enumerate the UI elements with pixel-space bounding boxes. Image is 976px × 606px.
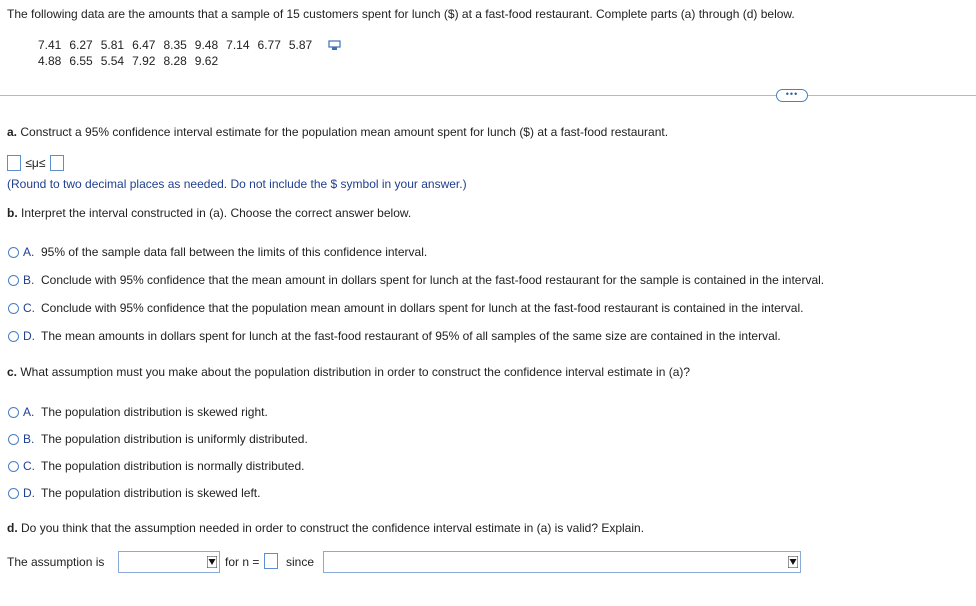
part-b-option-d[interactable]: D. The mean amounts in dollars spent for lunch at the fast-food restaurant of 95% of all samples of the same size are contained in the interval.	[8, 329, 781, 343]
question-intro: The following data are the amounts that a sample of 15 customers spent for lunch ($) at a fast-food restaurant. Complete parts (a) through (d) below.	[7, 7, 795, 21]
radio-button[interactable]	[8, 275, 19, 286]
part-b-label: b.	[7, 206, 18, 220]
part-b-option-b[interactable]: B. Conclude with 95% confidence that the mean amount in dollars spent for lunch at the fast-food restaurant for the sample is contained in the interval.	[8, 273, 824, 287]
radio-button[interactable]	[8, 303, 19, 314]
data-value: 6.47	[132, 38, 156, 52]
data-value: 5.54	[100, 54, 125, 68]
interval-answer	[7, 155, 64, 171]
data-value: 9.48	[194, 38, 219, 52]
interval-symbol: ≤μ≤	[25, 156, 46, 170]
assumption-prefix: The assumption is	[7, 555, 105, 569]
data-value: 7.92	[132, 54, 156, 68]
n-input[interactable]	[264, 553, 278, 569]
data-value: 4.88	[38, 54, 62, 68]
radio-button[interactable]	[8, 331, 19, 342]
rounding-hint: (Round to two decimal places as needed. Do not include the $ symbol in your answer.)	[7, 177, 467, 191]
data-value: 9.62	[194, 54, 219, 68]
copy-icon	[328, 40, 341, 51]
data-table	[38, 37, 345, 69]
radio-button[interactable]	[8, 461, 19, 472]
part-b-option-c[interactable]: C. Conclude with 95% confidence that the population mean amount in dollars spent for lunch at the fast-food restaurant is contained in the interval.	[8, 301, 803, 315]
part-d-text: Do you think that the assumption needed in order to construct the confidence interval estimate in (a) is valid? Explain.	[21, 521, 645, 535]
part-c-question	[7, 365, 690, 379]
part-a-label: a.	[7, 125, 18, 139]
part-b-option-a[interactable]: A. 95% of the sample data fall between the limits of this confidence interval.	[8, 245, 427, 259]
part-d-question	[7, 521, 644, 535]
since-label: since	[286, 555, 315, 569]
data-value: 8.28	[163, 54, 187, 68]
part-c-option-b[interactable]: B. The population distribution is uniformly distributed.	[8, 432, 308, 446]
data-value: 6.77	[257, 38, 281, 52]
part-a-text: Construct a 95% confidence interval estimate for the population mean amount spent for lunch ($) at a fast-food restaurant.	[20, 125, 669, 139]
upper-bound-input[interactable]	[50, 155, 64, 171]
part-c-option-a[interactable]: A. The population distribution is skewed right.	[8, 405, 268, 419]
data-value: 5.87	[288, 38, 313, 52]
part-b-text: Interpret the interval constructed in (a). Choose the correct answer below.	[21, 206, 412, 220]
since-dropdown[interactable]	[323, 551, 801, 573]
lower-bound-input[interactable]	[7, 155, 21, 171]
part-c-option-d[interactable]: D. The population distribution is skewed left.	[8, 486, 260, 500]
copy-data-button[interactable]	[316, 37, 345, 53]
data-row	[38, 53, 345, 69]
assumption-dropdown[interactable]	[118, 551, 220, 573]
data-row	[38, 37, 345, 53]
part-c-option-c[interactable]: C. The population distribution is normally distributed.	[8, 459, 304, 473]
radio-button[interactable]	[8, 407, 19, 418]
part-d-label: d.	[7, 521, 18, 535]
data-value: 6.55	[69, 54, 93, 68]
data-value: 7.41	[38, 38, 62, 52]
part-c-text: What assumption must you make about the population distribution in order to construct the confidence interval estimate in (a)?	[20, 365, 691, 379]
radio-button[interactable]	[8, 434, 19, 445]
data-value: 8.35	[163, 38, 187, 52]
data-value: 7.14	[226, 38, 250, 52]
data-value: 6.27	[69, 38, 93, 52]
dropdown-arrow-icon	[788, 556, 798, 568]
radio-button[interactable]	[8, 488, 19, 499]
radio-button[interactable]	[8, 247, 19, 258]
section-divider	[0, 95, 976, 96]
part-c-label: c.	[7, 365, 18, 379]
part-b-question	[7, 206, 411, 220]
part-a-question	[7, 125, 668, 139]
data-value: 5.81	[100, 38, 125, 52]
dropdown-arrow-icon	[207, 556, 217, 568]
more-button[interactable]: •••	[776, 89, 808, 102]
for-n-label: for n =	[225, 555, 260, 569]
